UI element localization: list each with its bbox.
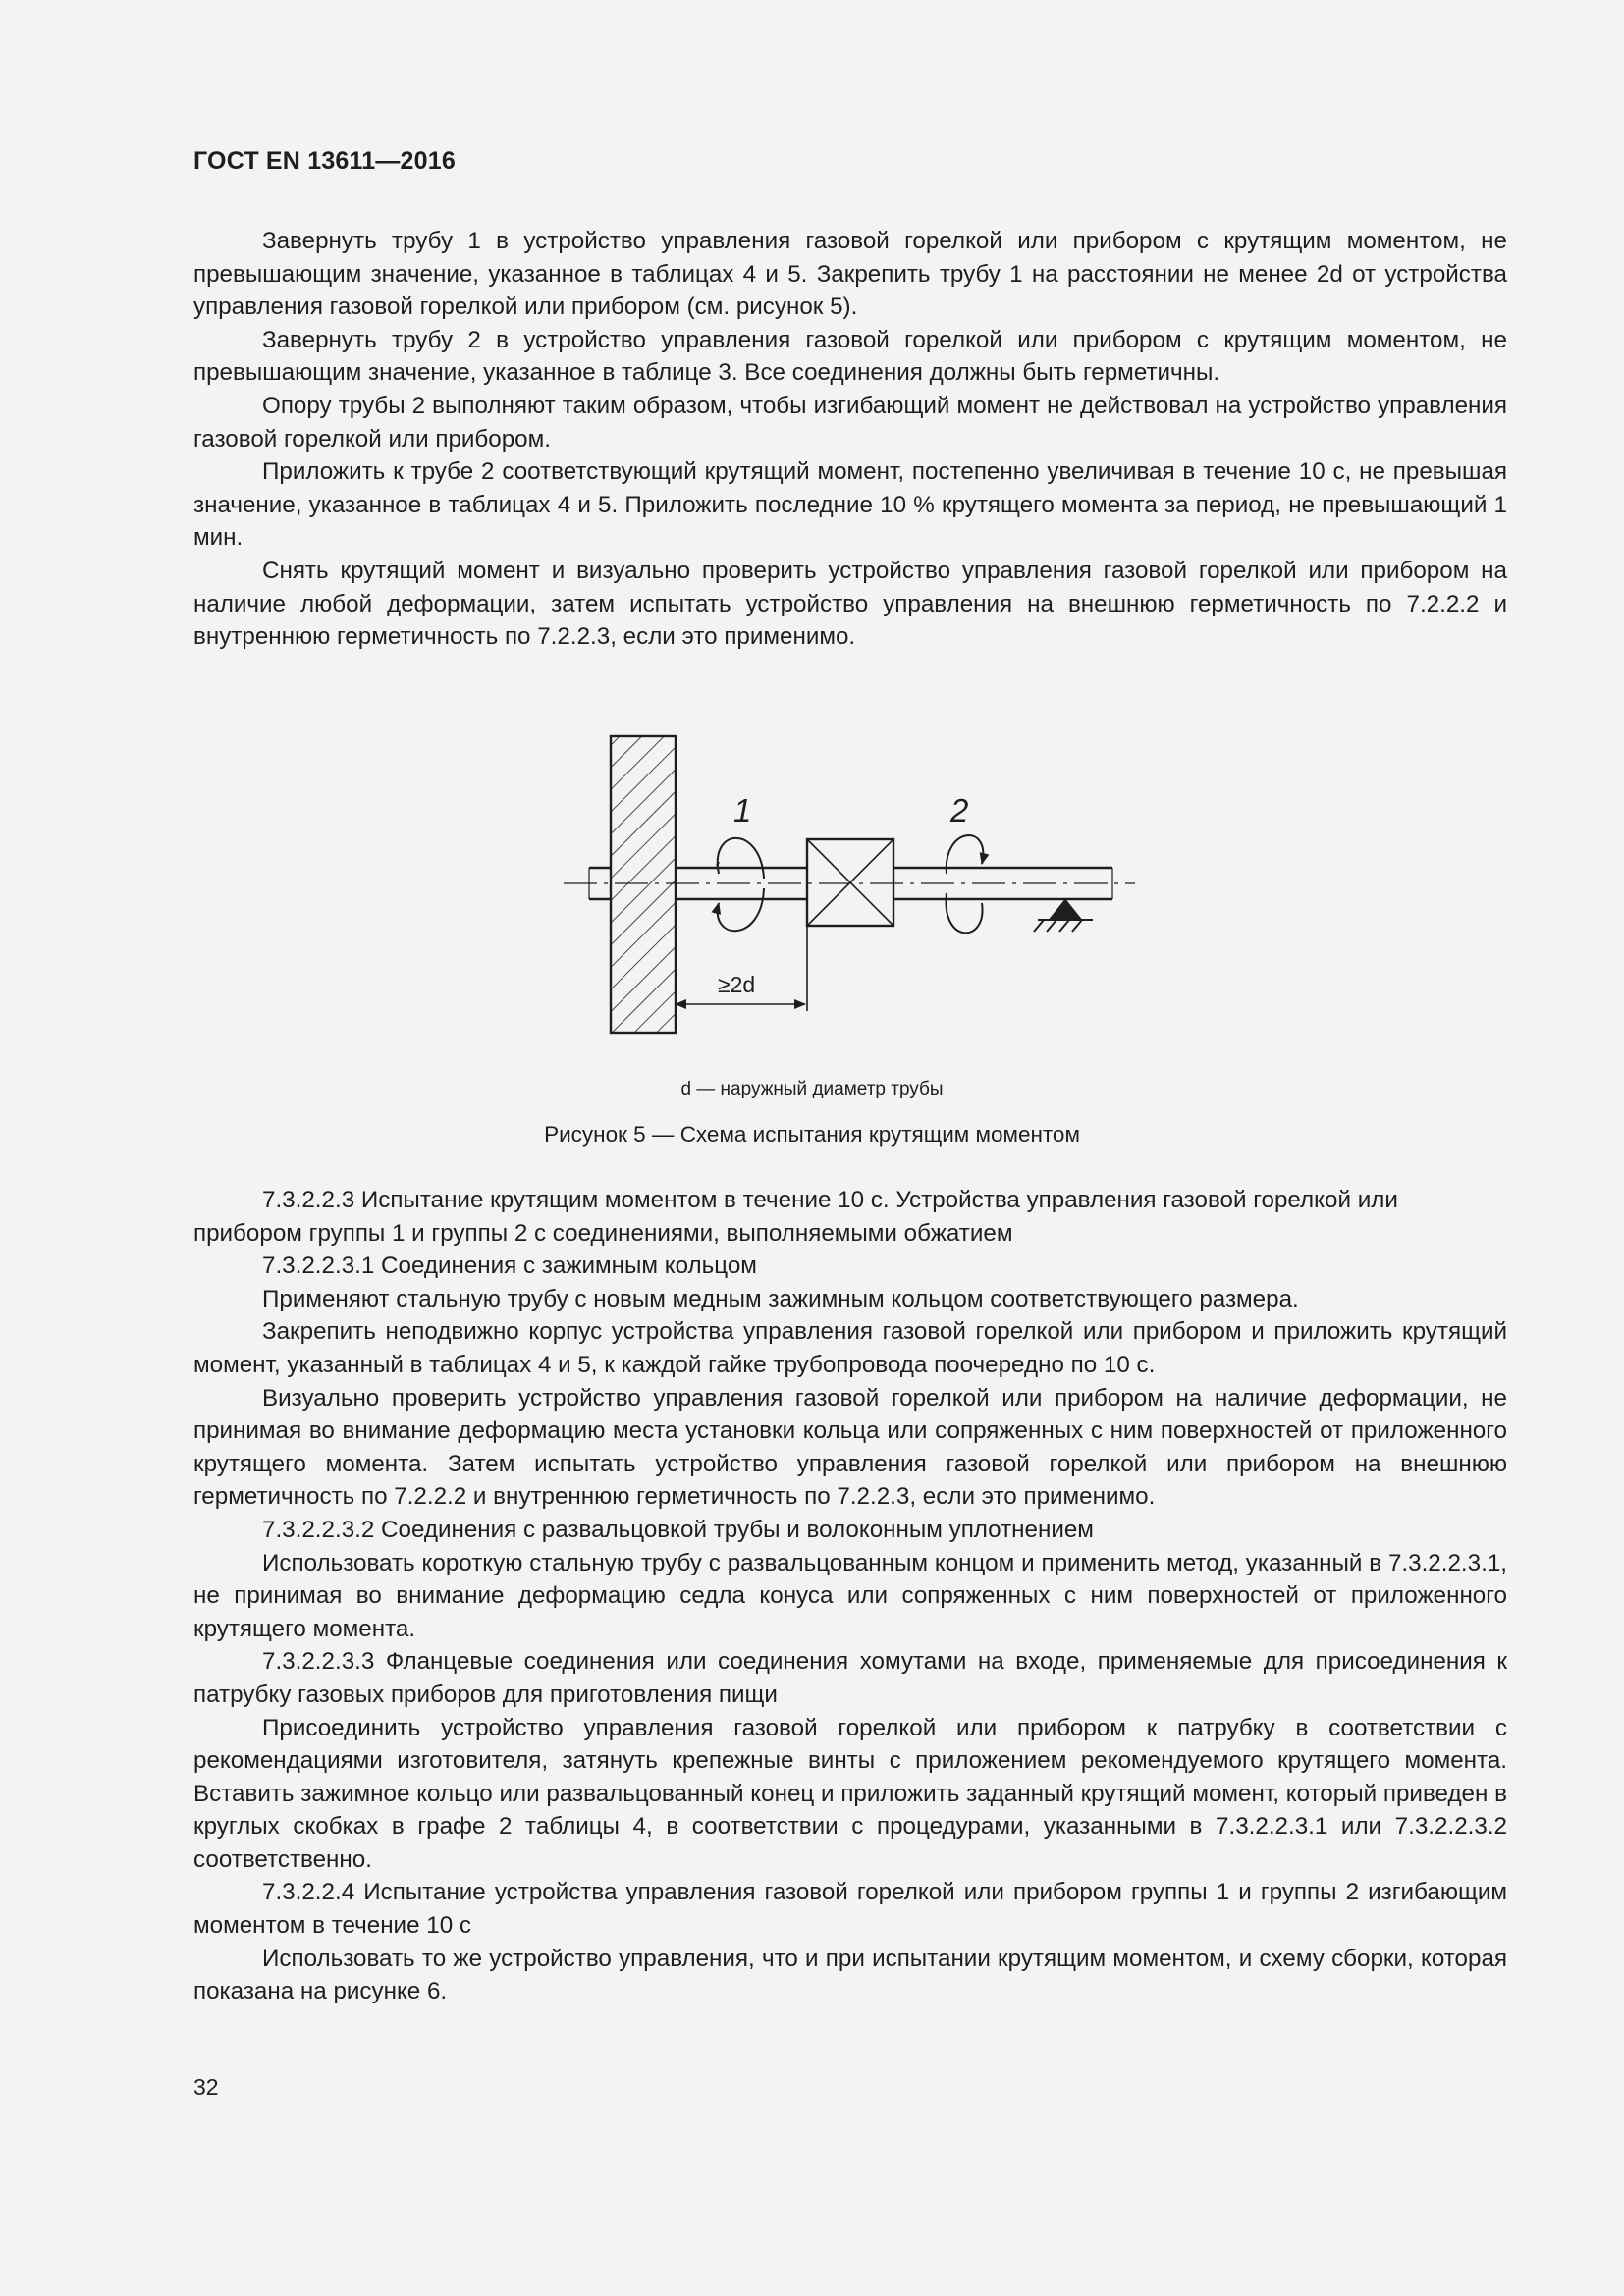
torque-arrow-2 — [946, 835, 983, 933]
subsection-heading: 7.3.2.2.3.3 Фланцевые соединения или соединения хомутами на входе, применяемые для присоединения к патрубку газовых приборов для приготовления пищи — [193, 1648, 1507, 1708]
paragraph: Закрепить неподвижно корпус устройства управления газовой горелкой или прибором и приложить крутящий момент, указанный в таблицах 4 и 5, к каждой гайке трубопровода поочередно по 10 с. — [193, 1318, 1507, 1378]
figure-5-diagram — [550, 717, 1159, 1050]
label-pipe-1: 1 — [733, 792, 752, 828]
section-heading: 7.3.2.2.4 Испытание устройства управления газовой горелкой или прибором группы 1 и группы 2 изгибающим моментом в течение 10 с — [193, 1879, 1507, 1940]
subsection-heading: 7.3.2.2.3.1 Соединения с зажимным кольцом — [262, 1253, 757, 1280]
label-pipe-2: 2 — [950, 792, 969, 828]
torque-arrow-1 — [717, 838, 764, 931]
paragraph: Использовать то же устройство управления, что и при испытании крутящим моментом, и схему сборки, которая показана на рисунке 6. — [193, 1945, 1507, 2005]
text-block-1 — [193, 225, 1507, 654]
text-block-2 — [193, 1184, 1507, 2008]
paragraph: Присоединить устройство управления газовой горелкой или прибором к патрубку в соответствии с рекомендациями изготовителя, затянуть крепежные винты с приложением рекомендуемого крутящего момента. Вставить зажимное кольцо или развальцованный конец и приложить заданный крутящий момент, который приведен в круглых скобках в графе 2 таблицы 4, в соответствии с процедурами, указанными в 7.3.2.2.3.1 или 7.3.2.2.3.2 соответственно. — [193, 1714, 1507, 1873]
paragraph: Завернуть трубу 1 в устройство управления газовой горелкой или прибором с крутящим моментом, не превышающим значение, указанное в таблицах 4 и 5. Закрепить трубу 1 на расстоянии не менее 2d от устройства управления газовой горелкой или прибором (см. рисунок 5). — [193, 228, 1507, 321]
paragraph: Опору трубы 2 выполняют таким образом, чтобы изгибающий момент не действовал на устройство управления газовой горелкой или прибором. — [193, 392, 1507, 453]
fixed-wall — [611, 736, 676, 1033]
torque-test-scheme — [550, 717, 1159, 1050]
document-header: ГОСТ EN 13611—2016 — [193, 147, 456, 175]
figure-legend: d — наружный диаметр трубы — [680, 1079, 944, 1099]
paragraph: Использовать короткую стальную трубу с развальцованным концом и применить метод, указанный в 7.3.2.2.3.1, не принимая во внимание деформацию седла конуса или сопряженных с ним поверхностей от приложенного крутящего момента. — [193, 1549, 1507, 1642]
page-number: 32 — [193, 2074, 219, 2100]
dimension-label: ≥2d — [718, 972, 756, 997]
section-heading: 7.3.2.2.3 Испытание крутящим моментом в течение 10 с. Устройства управления газовой горелкой или прибором группы 1 и группы 2 с соединениями, выполняемыми обжатием — [193, 1187, 1398, 1247]
subsection-heading: 7.3.2.2.3.2 Соединения с развальцовкой трубы и волоконным уплотнением — [262, 1516, 1094, 1543]
paragraph: Приложить к трубе 2 соответствующий крутящий момент, постепенно увеличивая в течение 10 с, не превышая значение, указанное в таблицах 4 и 5. Приложить последние 10 % крутящего момента за период, не превышающий 1 мин. — [193, 458, 1507, 552]
paragraph: Завернуть трубу 2 в устройство управления газовой горелкой или прибором с крутящим моментом, не превышающим значение, указанное в таблице 3. Все соединения должны быть герметичны. — [193, 326, 1507, 387]
paragraph: Применяют стальную трубу с новым медным зажимным кольцом соответствующего размера. — [262, 1285, 1299, 1312]
control-device — [807, 839, 893, 926]
dimension-2d — [676, 926, 807, 1011]
pipe-support — [1034, 900, 1093, 932]
paragraph: Визуально проверить устройство управления газовой горелкой или прибором на наличие деформации, не принимая во внимание деформацию места установки кольца или сопряженных с ним поверхностей от приложенного крутящего момента. Затем испытать устройство управления газовой горелкой или прибором на внешнюю герметичность по 7.2.2.2 и внутреннюю герметичность по 7.2.2.3, если это применимо. — [193, 1384, 1507, 1511]
figure-caption: Рисунок 5 — Схема испытания крутящим моментом — [544, 1122, 1080, 1147]
paragraph: Снять крутящий момент и визуально проверить устройство управления газовой горелкой или прибором на наличие любой деформации, затем испытать устройство управления на внешнюю герметичность по 7.2.2.2 и внутреннюю герметичность по 7.2.2.3, если это применимо. — [193, 557, 1507, 651]
